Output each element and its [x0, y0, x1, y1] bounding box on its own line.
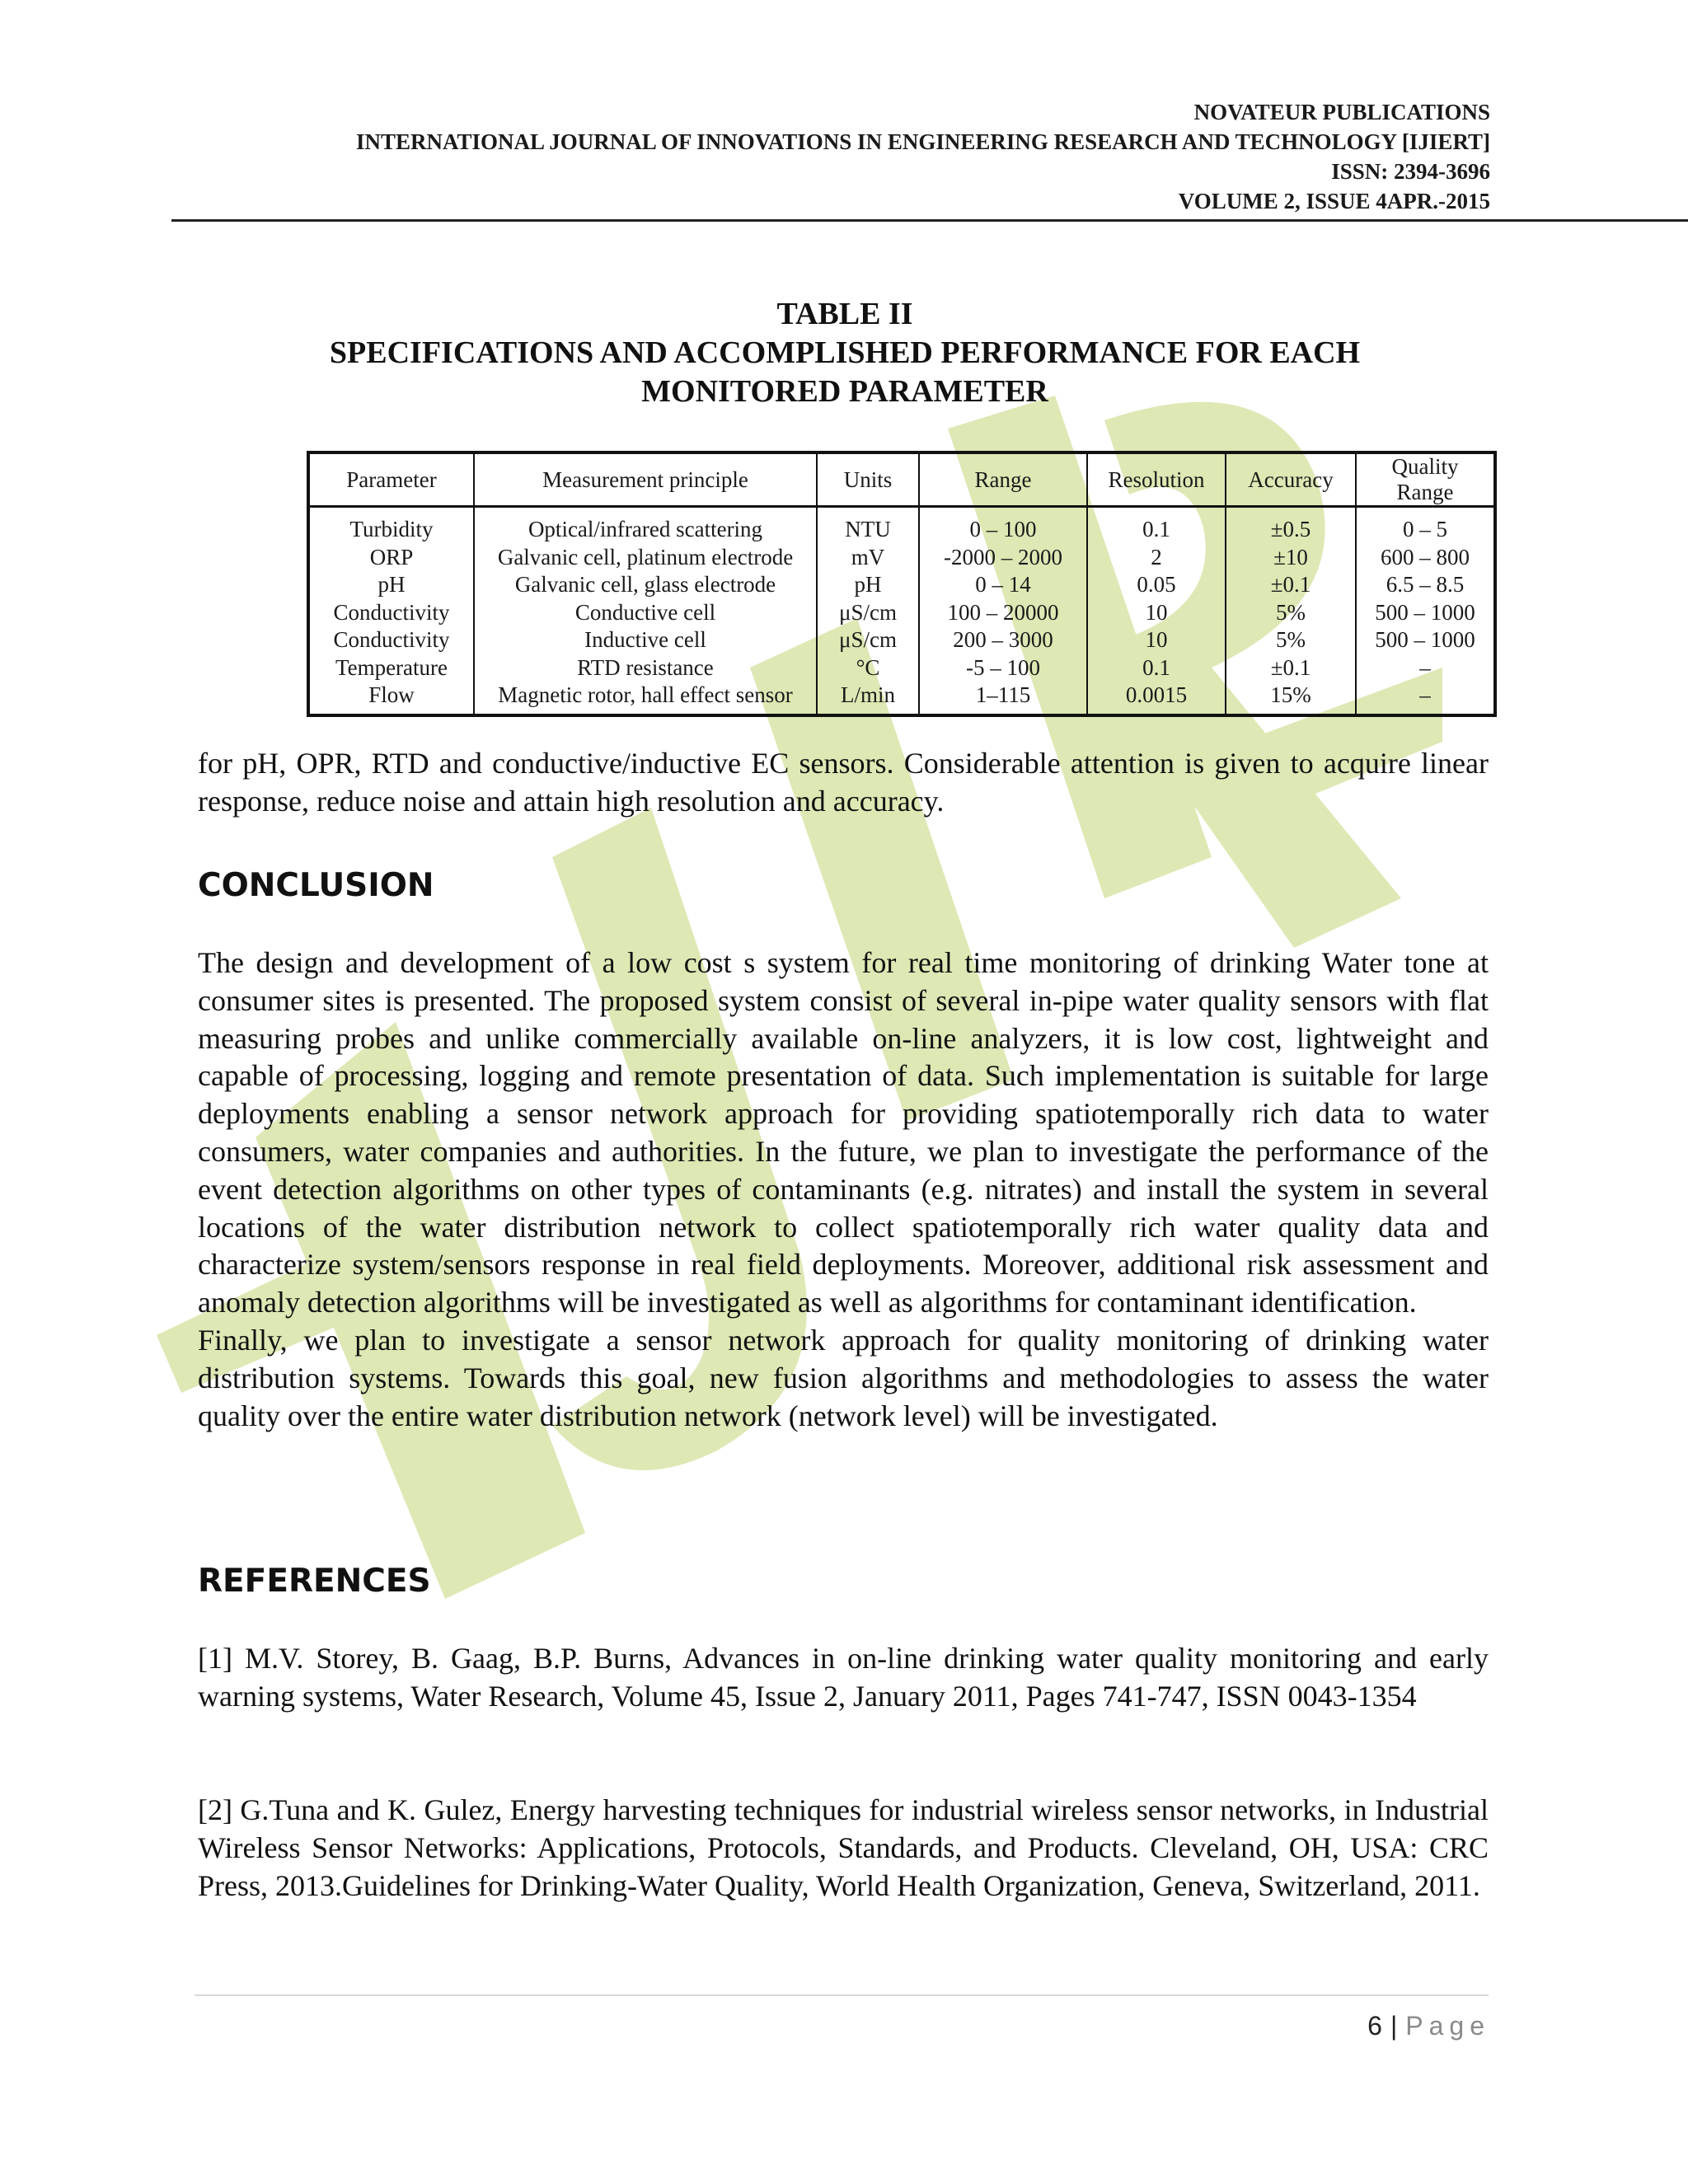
conclusion-paragraph-2: Finally, we plan to investigate a sensor network approach for quality monitoring of drinking water distribution systems. Towards this goal, new fusion algorithms and methodologies to assess the water quality over the entire water distribution network (network level) will be investigated.: [198, 1323, 1489, 1432]
table-cell: Galvanic cell, platinum electrode: [497, 544, 794, 569]
table-cell: ±0.1: [1270, 572, 1311, 597]
table-cell: 500 – 1000: [1375, 599, 1475, 625]
reference-item: [2] G.Tuna and K. Gulez, Energy harvesting techniques for industrial wireless sensor networks, in Industrial Wireless Sensor Networks: Applications, Protocols, Standards, and Products. Cleveland, OH, USA: CRC Press, 2013.Guidelines for Drinking-Water Quality, World Health Organization, Geneva, Switzerland, 2011.: [198, 1793, 1489, 1902]
table-cell: Optical/infrared scattering: [528, 517, 763, 541]
table-cell: Turbidity: [349, 517, 434, 541]
table-cell: pH: [377, 572, 406, 597]
table-cell: ±0.1: [1270, 654, 1311, 680]
footer-rule: [195, 1994, 1489, 1996]
header-measurement-principle: Measurement principle: [474, 452, 817, 507]
table-cell: 0 – 5: [1403, 517, 1447, 541]
table-cell: 2: [1151, 544, 1162, 569]
conclusion-paragraph-1: The design and development of a low cost s system for real time monitoring of drinking Water tone at consumer sites is presented. The proposed system consist of several in-pipe water quality sensors with flat measuring probes and unlike commercially available on-line analyzers, it is low cost, lightweight and capable of processing, logging and remote presentation of data. Such implementation is suitable for large deployments enabling a sensor network approach for providing spatiotemporally rich data to water consumers, water companies and authorities. In the future, we plan to investigate the performance of the event detection algorithms on other types of contaminants (e.g. nitrates) and install the system in several locations of the water distribution network to collect spatiotemporally rich water quality data and characterize system/sensors response in real field deployments. Moreover, additional risk assessment and anomaly detection algorithms will be investigated as well as algorithms for contaminant identification.: [198, 946, 1489, 1319]
intro-paragraph: for pH, OPR, RTD and conductive/inductive EC sensors. Considerable attention is given to acquire linear response, reduce noise and attain high resolution and accuracy.: [198, 747, 1489, 818]
range-column: [919, 507, 1087, 716]
table-cell: Magnetic rotor, hall effect sensor: [498, 682, 793, 707]
table-cell: NTU: [845, 517, 891, 541]
table-cell: mV: [851, 544, 885, 569]
references-heading: REFERENCES: [198, 1563, 431, 1600]
table-cell: Temperature: [335, 654, 448, 680]
table-cell: pH: [854, 572, 882, 597]
header-parameter: Parameter: [308, 452, 474, 507]
table-cell: Conductivity: [333, 627, 450, 652]
table-title-line1: SPECIFICATIONS AND ACCOMPLISHED PERFORMANCE FOR EACH: [329, 335, 1361, 370]
table-cell: 1–115: [975, 682, 1031, 707]
table-cell: Conductive cell: [574, 599, 716, 625]
table-number: TABLE II: [776, 297, 913, 331]
table-cell: ±10: [1273, 544, 1308, 569]
header-accuracy: Accuracy: [1226, 452, 1356, 507]
quality-range-column: [1356, 507, 1495, 716]
table-cell: 5%: [1276, 599, 1306, 625]
table-cell: 6.5 – 8.5: [1386, 572, 1465, 597]
volume-issue-line: VOLUME 2, ISSUE 4APR.-2015: [1178, 189, 1490, 213]
journal-title: INTERNATIONAL JOURNAL OF INNOVATIONS IN ENGINEERING RESEARCH AND TECHNOLOGY [IJIERT]: [355, 129, 1490, 154]
header-units: Units: [817, 452, 919, 507]
accuracy-column: [1226, 507, 1356, 716]
table-cell: 0 – 100: [969, 517, 1037, 541]
issn-line: ISSN: 2394-3696: [1331, 159, 1490, 184]
table-cell: 10: [1145, 599, 1168, 625]
table-cell: 600 – 800: [1381, 544, 1470, 569]
table-cell: 15%: [1270, 682, 1311, 707]
table-cell: Galvanic cell, glass electrode: [514, 572, 776, 597]
table-cell: 0.1: [1142, 517, 1170, 541]
header-rule: [171, 219, 1688, 222]
table-cell: 5%: [1276, 627, 1306, 652]
page-number: 6: [1367, 2011, 1382, 2041]
page-number-footer: [1367, 2011, 1490, 2041]
conclusion-heading: CONCLUSION: [198, 867, 434, 904]
measurement-principle-column: [474, 507, 817, 716]
table-cell: L/min: [841, 682, 895, 707]
table-cell: -2000 – 2000: [944, 544, 1062, 569]
table-body-row: [308, 507, 1495, 716]
table-header-row: [308, 452, 1495, 507]
table-cell: 200 – 3000: [953, 627, 1053, 652]
specifications-table: [307, 451, 1497, 717]
page-separator: |: [1390, 2011, 1398, 2041]
header-range: Range: [919, 452, 1087, 507]
resolution-column: [1087, 507, 1226, 716]
page-label: Page: [1405, 2011, 1490, 2041]
reference-item: [1] M.V. Storey, B. Gaag, B.P. Burns, Advances in on-line drinking water quality monitoring and early warning systems, Water Research, Volume 45, Issue 2, January 2011, Pages 741-747, ISSN 0043-1354: [198, 1642, 1489, 1713]
table-cell: 10: [1145, 627, 1168, 652]
journal-header: [356, 97, 1490, 216]
table-caption: [247, 295, 1442, 411]
table-cell: μS/cm: [839, 599, 897, 625]
conclusion-body: [198, 944, 1489, 1435]
table-title-line2: MONITORED PARAMETER: [641, 374, 1048, 409]
table-cell: °C: [856, 654, 880, 680]
table-cell: Conductivity: [333, 599, 450, 625]
table-cell: ORP: [369, 544, 414, 569]
table-cell: –: [1419, 654, 1431, 680]
header-quality-range: Quality Range: [1356, 452, 1495, 507]
header-resolution: Resolution: [1087, 452, 1226, 507]
table-cell: RTD resistance: [577, 654, 714, 680]
table-cell: 0.0015: [1125, 682, 1188, 707]
table-cell: Inductive cell: [584, 627, 706, 652]
table-cell: 500 – 1000: [1375, 627, 1475, 652]
table-cell: -5 – 100: [966, 654, 1040, 680]
units-column: [817, 507, 919, 716]
table-cell: 0.1: [1142, 654, 1170, 680]
table-cell: ±0.5: [1270, 517, 1311, 541]
parameter-column: [308, 507, 474, 716]
table-cell: 0.05: [1137, 572, 1176, 597]
publisher-name: NOVATEUR PUBLICATIONS: [1193, 100, 1490, 124]
table-cell: 100 – 20000: [947, 599, 1059, 625]
table-cell: μS/cm: [839, 627, 897, 652]
table-cell: Flow: [368, 682, 415, 707]
table-cell: –: [1419, 682, 1431, 707]
table-cell: 0 – 14: [975, 572, 1031, 597]
